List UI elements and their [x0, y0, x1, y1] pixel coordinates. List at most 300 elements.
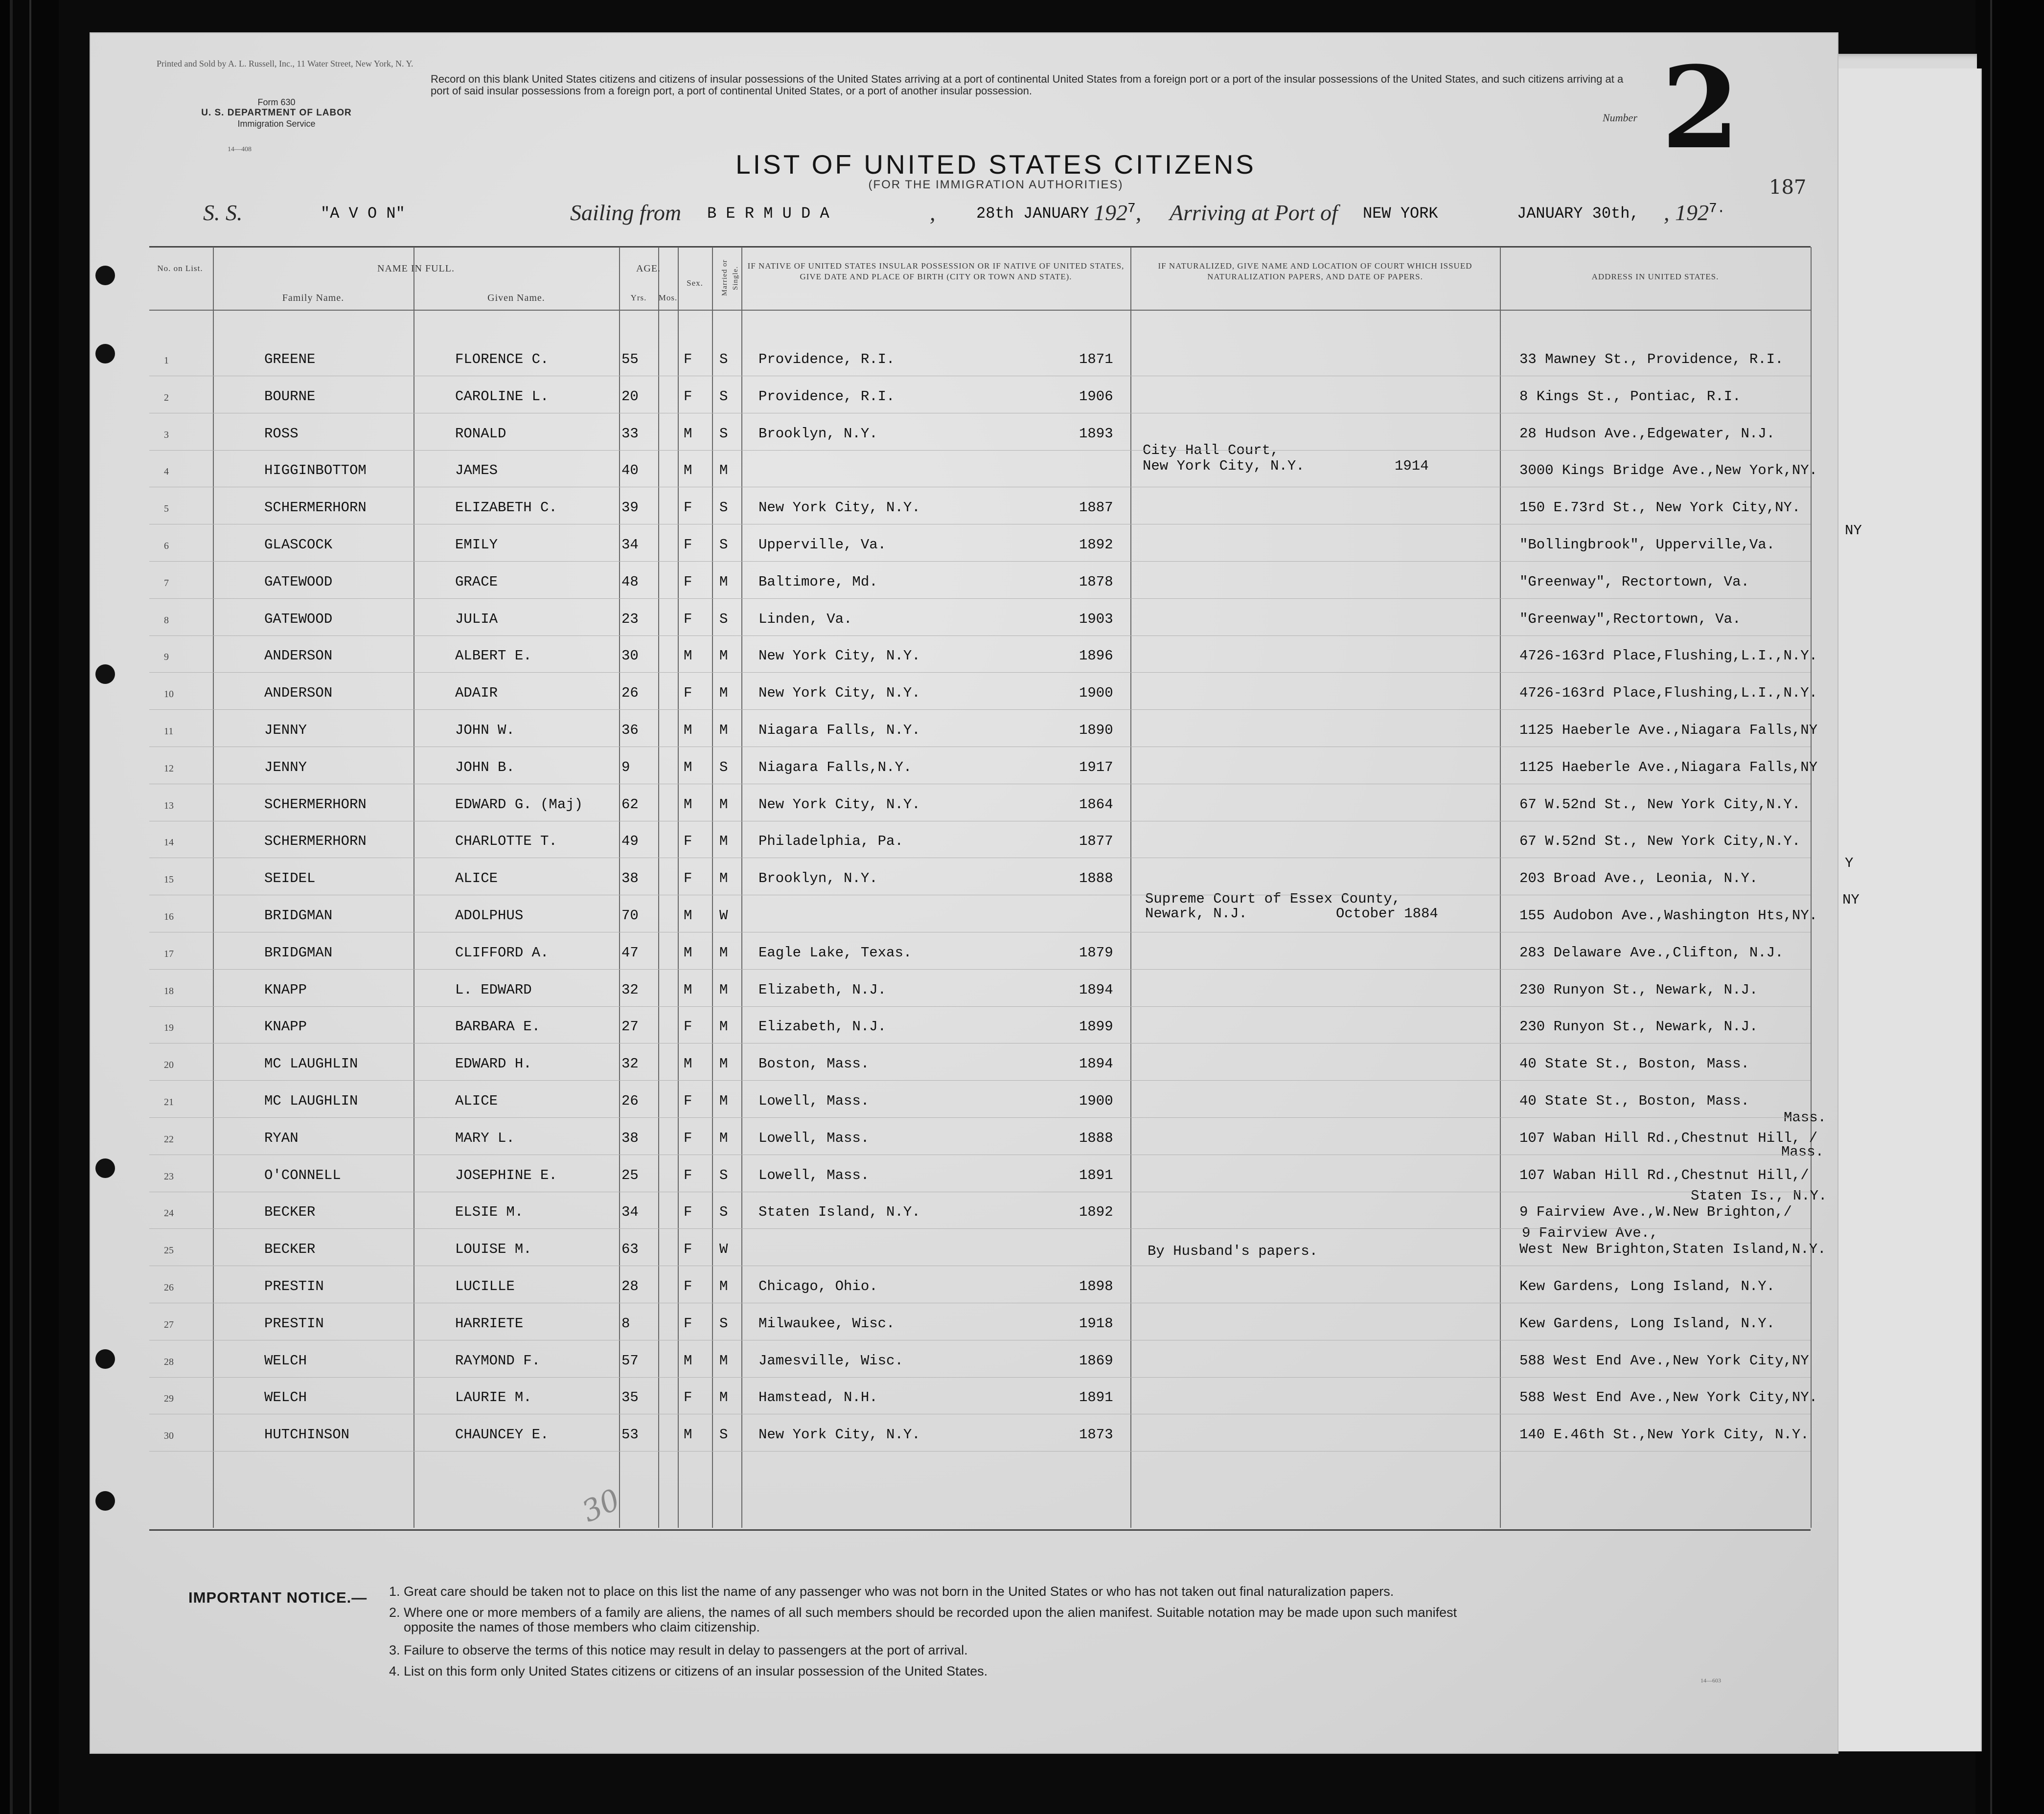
given-name: JOHN W.	[455, 722, 515, 738]
given-name: CHAUNCEY E.	[455, 1427, 549, 1443]
birth-place: New York City, N.Y.	[758, 796, 920, 813]
sex: F	[684, 537, 692, 553]
sex: F	[684, 573, 692, 590]
birth-place: Lowell, Mass.	[758, 1130, 870, 1146]
birth-year: 1879	[1079, 944, 1113, 961]
age: 23	[621, 611, 639, 627]
arriving-label: Arriving at Port of	[1170, 200, 1338, 225]
given-name: GRACE	[455, 573, 498, 590]
notice-item-2-cont: opposite the names of those members who claim citizenship.	[404, 1620, 760, 1634]
margin-note: NY	[1842, 892, 1860, 908]
birth-place: Providence, R.I.	[758, 351, 895, 367]
given-name: ALBERT E.	[455, 648, 532, 664]
birth-place: Hamstead, N.H.	[758, 1389, 878, 1406]
naturalization-date: October 1884	[1336, 906, 1438, 922]
given-name: LUCILLE	[455, 1278, 515, 1294]
port-from: B E R M U D A	[707, 204, 829, 223]
row-number: 16	[164, 911, 174, 922]
family-name: SCHERMERHORN	[264, 796, 367, 813]
row-number: 1	[164, 355, 169, 366]
birth-place: Elizabeth, N.J.	[758, 981, 887, 998]
col-birth: IF NATIVE OF UNITED STATES INSULAR POSSESSION OR IF NATIVE OF UNITED STATES, GIVE DATE AND PLACE OF BIRTH (CITY OR TOWN AND STATE).	[747, 261, 1125, 281]
row-number: 28	[164, 1356, 174, 1367]
marital-status: M	[719, 722, 728, 738]
age: 9	[621, 759, 630, 775]
naturalization-note: By Husband's papers.	[1148, 1243, 1318, 1259]
notice-item-2: 2. Where one or more members of a family are aliens, the names of all such members should be recorded upon the alien manifest. Suitable notation may be made upon such manifest	[389, 1605, 1457, 1620]
pencil-mark: 30	[576, 1482, 625, 1529]
form-code: 14—408	[228, 146, 252, 153]
family-name: WELCH	[264, 1352, 307, 1369]
sex: F	[684, 1093, 692, 1109]
sex: F	[684, 1204, 692, 1221]
age: 57	[621, 1352, 639, 1369]
row-rule	[149, 1117, 1811, 1118]
row-rule	[149, 1080, 1811, 1081]
family-name: HUTCHINSON	[264, 1427, 350, 1443]
given-name: L. EDWARD	[455, 981, 532, 998]
address: 67 W.52nd St., New York City,N.Y.	[1519, 833, 1801, 850]
given-name: FLORENCE C.	[455, 351, 549, 367]
birth-year: 1894	[1079, 1056, 1113, 1072]
punch-hole	[95, 1349, 115, 1369]
marital-status: M	[719, 648, 728, 664]
marital-status: M	[719, 944, 728, 961]
page-subtitle: (FOR THE IMMIGRATION AUTHORITIES)	[868, 178, 1124, 191]
family-name: O'CONNELL	[264, 1167, 341, 1183]
age: 38	[621, 1130, 639, 1146]
row-rule	[149, 969, 1811, 970]
address: 107 Waban Hill Rd.,Chestnut Hill,/	[1519, 1167, 1809, 1183]
address: 588 West End Ave.,New York City,NY.	[1519, 1389, 1818, 1406]
row-number: 10	[164, 689, 174, 700]
given-name: ADOLPHUS	[455, 907, 524, 924]
marital-status: S	[719, 351, 728, 367]
sex: F	[684, 1278, 692, 1294]
family-name: GATEWOOD	[264, 611, 333, 627]
birth-year: 1917	[1079, 759, 1113, 775]
departure-date: 28th JANUARY	[976, 204, 1089, 223]
sex: M	[684, 648, 692, 664]
col-yrs: Yrs.	[630, 293, 647, 302]
row-number: 29	[164, 1393, 174, 1405]
naturalization-year: 1914	[1395, 458, 1429, 474]
marital-status: M	[719, 981, 728, 998]
family-name: ANDERSON	[264, 685, 333, 702]
naturalization-note: New York City, N.Y.	[1143, 458, 1305, 474]
col-family-name: Family Name.	[282, 293, 344, 303]
year-prefix-2: , $192^{7.}$	[1664, 200, 1725, 225]
address: 40 State St., Boston, Mass.	[1519, 1056, 1749, 1072]
row-number: 12	[164, 763, 174, 774]
header-divider	[149, 310, 1811, 311]
row-number: 2	[164, 392, 169, 403]
film-edge-right	[1975, 0, 2044, 1814]
row-number: 9	[164, 652, 169, 663]
col-name-in-full: NAME IN FULL.	[377, 263, 455, 274]
marital-status: M	[719, 870, 728, 887]
sex: F	[684, 1315, 692, 1332]
marital-status: S	[719, 611, 728, 627]
row-rule	[149, 450, 1811, 451]
address: Kew Gardens, Long Island, N.Y.	[1519, 1315, 1775, 1332]
birth-year: 1899	[1079, 1019, 1113, 1035]
sex: M	[684, 944, 692, 961]
birth-place: Brooklyn, N.Y.	[758, 870, 878, 887]
family-name: SEIDEL	[264, 870, 316, 887]
birth-year: 1878	[1079, 573, 1113, 590]
form-block	[184, 97, 369, 129]
family-name: JENNY	[264, 722, 307, 738]
row-number: 11	[164, 726, 174, 737]
birth-place: Providence, R.I.	[758, 388, 895, 405]
notice-item-1: 1. Great care should be taken not to place on this list the name of any passenger who was not born in the United States or who has not taken out final naturalization papers.	[389, 1584, 1394, 1599]
birth-year: 1900	[1079, 1093, 1113, 1109]
birth-place: Eagle Lake, Texas.	[758, 944, 912, 961]
given-name: CAROLINE L.	[455, 388, 549, 405]
given-name: RAYMOND F.	[455, 1352, 541, 1369]
row-number: 23	[164, 1171, 174, 1182]
birth-place: Staten Island, N.Y.	[758, 1204, 920, 1221]
address: 230 Runyon St., Newark, N.J.	[1519, 981, 1758, 998]
sex: F	[684, 351, 692, 367]
col-mos: Mos.	[658, 293, 678, 302]
birth-place: Upperville, Va.	[758, 537, 887, 553]
row-number: 3	[164, 429, 169, 440]
row-number: 25	[164, 1245, 174, 1256]
row-number: 22	[164, 1134, 174, 1145]
marital-status: S	[719, 1315, 728, 1332]
family-name: ROSS	[264, 425, 299, 442]
row-number: 17	[164, 948, 174, 959]
address: 28 Hudson Ave.,Edgewater, N.J.	[1519, 425, 1775, 442]
row-number: 4	[164, 466, 169, 477]
age: 8	[621, 1315, 630, 1332]
family-name: BRIDGMAN	[264, 944, 333, 961]
record-note: Record on this blank United States citizens and citizens of insular possessions of the United States arriving at a port of continental United States from a foreign port or a port of the insular possessions of the United States, and such citizens arriving at a port of said insular possessions from a foreign port, a port of continental United States, or a port of another insular possession.	[431, 73, 1624, 97]
sex: F	[684, 1019, 692, 1035]
marital-status: W	[719, 1241, 728, 1258]
row-rule	[149, 598, 1811, 599]
age: 20	[621, 388, 639, 405]
birth-year: 1888	[1079, 1130, 1113, 1146]
arrival-date: JANUARY 30th,	[1517, 204, 1639, 223]
address: "Bollingbrook", Upperville,Va.	[1519, 537, 1775, 553]
marital-status: S	[719, 759, 728, 775]
given-name: HARRIETE	[455, 1315, 524, 1332]
birth-place: Niagara Falls,N.Y.	[758, 759, 912, 775]
marital-status: M	[719, 1056, 728, 1072]
birth-place: Philadelphia, Pa.	[758, 833, 903, 850]
margin-note: Y	[1845, 855, 1854, 871]
sex: F	[684, 870, 692, 887]
marital-status: S	[719, 499, 728, 516]
row-rule	[149, 635, 1811, 636]
punch-hole	[95, 664, 115, 684]
list-number: 2	[1661, 42, 1740, 174]
given-name: EMILY	[455, 537, 498, 553]
given-name: JOHN B.	[455, 759, 515, 775]
row-number: 27	[164, 1319, 174, 1330]
marital-status: M	[719, 1352, 728, 1369]
department: U. S. DEPARTMENT OF LABOR	[201, 108, 352, 118]
age: 36	[621, 722, 639, 738]
address: 107 Waban Hill Rd.,Chestnut Hill, /	[1519, 1130, 1818, 1146]
age: 34	[621, 1204, 639, 1221]
age: 39	[621, 499, 639, 516]
marital-status: S	[719, 425, 728, 442]
naturalization-note: Newark, N.J.	[1145, 906, 1247, 922]
punch-hole	[95, 266, 115, 285]
age: 26	[621, 1093, 639, 1109]
birth-year: 1873	[1079, 1427, 1113, 1443]
address: 140 E.46th St.,New York City, N.Y.	[1519, 1427, 1809, 1443]
age: 47	[621, 944, 639, 961]
marital-status: W	[719, 907, 728, 924]
col-naturalized: IF NATURALIZED, GIVE NAME AND LOCATION OF COURT WHICH ISSUED NATURALIZATION PAPERS, AND DATE OF PAPERS.	[1158, 261, 1472, 281]
address: 9 Fairview Ave.,W.New Brighton,/	[1519, 1204, 1792, 1221]
family-name: KNAPP	[264, 981, 307, 998]
sex: F	[684, 388, 692, 405]
row-number: 30	[164, 1430, 174, 1442]
given-name: BARBARA E.	[455, 1019, 541, 1035]
family-name: BRIDGMAN	[264, 907, 333, 924]
age: 62	[621, 796, 639, 813]
age: 30	[621, 648, 639, 664]
age: 49	[621, 833, 639, 850]
given-name: EDWARD H.	[455, 1056, 532, 1072]
birth-year: 1869	[1079, 1352, 1113, 1369]
given-name: ELIZABETH C.	[455, 499, 557, 516]
birth-year: 1898	[1079, 1278, 1113, 1294]
given-name: CLIFFORD A.	[455, 944, 549, 961]
punch-hole	[95, 1491, 115, 1511]
address: 155 Audobon Ave.,Washington Hts,NY.	[1519, 907, 1818, 924]
row-rule	[149, 709, 1811, 710]
row-rule	[149, 1377, 1811, 1378]
family-name: JENNY	[264, 759, 307, 775]
row-number: 24	[164, 1208, 174, 1219]
address-continuation: 9 Fairview Ave.,	[1522, 1225, 1658, 1241]
sex: M	[684, 722, 692, 738]
family-name: HIGGINBOTTOM	[264, 462, 367, 479]
birth-year: 1891	[1079, 1167, 1113, 1183]
sex: M	[684, 796, 692, 813]
address-continuation: Staten Is., N.Y.	[1691, 1188, 1827, 1204]
naturalization-note: Supreme Court of Essex County,	[1145, 891, 1401, 907]
marital-status: M	[719, 1019, 728, 1035]
age: 33	[621, 425, 639, 442]
row-number: 21	[164, 1097, 174, 1108]
ss-label: S. S.	[203, 200, 243, 225]
age: 55	[621, 351, 639, 367]
page-title: LIST OF UNITED STATES CITIZENS	[735, 149, 1256, 180]
notice-item-3: 3. Failure to observe the terms of this notice may result in delay to passengers at the port of arrival.	[389, 1643, 968, 1657]
sex: M	[684, 1427, 692, 1443]
family-name: PRESTIN	[264, 1278, 324, 1294]
birth-place: New York City, N.Y.	[758, 685, 920, 702]
address-continuation: Mass.	[1781, 1144, 1824, 1160]
family-name: BECKER	[264, 1204, 316, 1221]
row-rule	[149, 672, 1811, 673]
address: 150 E.73rd St., New York City,NY.	[1519, 499, 1801, 516]
address: West New Brighton,Staten Island,N.Y.	[1519, 1241, 1826, 1258]
birth-year: 1900	[1079, 685, 1113, 702]
age: 25	[621, 1167, 639, 1183]
sailing-label: Sailing from	[570, 200, 682, 225]
sex: F	[684, 685, 692, 702]
birth-place: Niagara Falls, N.Y.	[758, 722, 920, 738]
col-sex: Sex.	[687, 278, 703, 288]
marital-status: M	[719, 462, 728, 479]
birth-year: 1877	[1079, 833, 1113, 850]
age: 63	[621, 1241, 639, 1258]
birth-place: New York City, N.Y.	[758, 499, 920, 516]
family-name: ANDERSON	[264, 648, 333, 664]
row-number: 20	[164, 1060, 174, 1071]
address: 33 Mawney St., Providence, R.I.	[1519, 351, 1784, 367]
sex: M	[684, 1352, 692, 1369]
address: 8 Kings St., Pontiac, R.I.	[1519, 388, 1741, 405]
col-given-name: Given Name.	[487, 293, 545, 303]
birth-place: Baltimore, Md.	[758, 573, 878, 590]
sex: F	[684, 611, 692, 627]
marital-status: M	[719, 1389, 728, 1406]
age: 26	[621, 685, 639, 702]
birth-place: Chicago, Ohio.	[758, 1278, 878, 1294]
row-number: 18	[164, 985, 174, 997]
address: 1125 Haeberle Ave.,Niagara Falls,NY	[1519, 722, 1818, 738]
birth-year: 1887	[1079, 499, 1113, 516]
sex: M	[684, 759, 692, 775]
given-name: ALICE	[455, 870, 498, 887]
row-number: 14	[164, 837, 174, 848]
marital-status: S	[719, 388, 728, 405]
given-name: ELSIE M.	[455, 1204, 524, 1221]
marital-status: S	[719, 537, 728, 553]
birth-year: 1893	[1079, 425, 1113, 442]
given-name: RONALD	[455, 425, 506, 442]
address: "Greenway",Rectortown, Va.	[1519, 611, 1741, 627]
row-number: 8	[164, 614, 169, 626]
given-name: LOUISE M.	[455, 1241, 532, 1258]
address: 1125 Haeberle Ave.,Niagara Falls,NY	[1519, 759, 1818, 775]
address: 588 West End Ave.,New York City,NY	[1519, 1352, 1809, 1369]
sex: F	[684, 1389, 692, 1406]
age: 27	[621, 1019, 639, 1035]
birth-place: Brooklyn, N.Y.	[758, 425, 878, 442]
address: 4726-163rd Place,Flushing,L.I.,N.Y.	[1519, 648, 1818, 664]
family-name: BOURNE	[264, 388, 316, 405]
row-number: 6	[164, 541, 169, 551]
given-name: MARY L.	[455, 1130, 515, 1146]
birth-year: 1896	[1079, 648, 1113, 664]
family-name: PRESTIN	[264, 1315, 324, 1332]
address: 230 Runyon St., Newark, N.J.	[1519, 1019, 1758, 1035]
family-name: MC LAUGHLIN	[264, 1056, 358, 1072]
family-name: GREENE	[264, 351, 316, 367]
birth-year: 1892	[1079, 537, 1113, 553]
sex: F	[684, 1241, 692, 1258]
family-name: SCHERMERHORN	[264, 499, 367, 516]
row-number: 5	[164, 503, 169, 515]
birth-year: 1918	[1079, 1315, 1113, 1332]
col-address: ADDRESS IN UNITED STATES.	[1591, 272, 1719, 281]
birth-place: Lowell, Mass.	[758, 1167, 870, 1183]
marital-status: M	[719, 833, 728, 850]
form-number: Form 630	[257, 97, 296, 107]
birth-place: Elizabeth, N.J.	[758, 1019, 887, 1035]
age: 35	[621, 1389, 639, 1406]
birth-place: Jamesville, Wisc.	[758, 1352, 903, 1369]
row-rule	[149, 1006, 1811, 1007]
address: 283 Delaware Ave.,Clifton, N.J.	[1519, 944, 1784, 961]
stamp-number: 187	[1769, 176, 1807, 199]
birth-year: 1890	[1079, 722, 1113, 738]
marital-status: M	[719, 796, 728, 813]
sex: F	[684, 833, 692, 850]
given-name: ALICE	[455, 1093, 498, 1109]
sex: F	[684, 1167, 692, 1183]
age: 48	[621, 573, 639, 590]
family-name: GLASCOCK	[264, 537, 333, 553]
address: 3000 Kings Bridge Ave.,New York,NY.	[1519, 462, 1818, 479]
birth-year: 1894	[1079, 981, 1113, 998]
family-name: KNAPP	[264, 1019, 307, 1035]
birth-year: 1864	[1079, 796, 1113, 813]
margin-note: NY	[1845, 522, 1862, 539]
birth-place: Lowell, Mass.	[758, 1093, 870, 1109]
sex: M	[684, 425, 692, 442]
given-name: ADAIR	[455, 685, 498, 702]
age: 70	[621, 907, 639, 924]
address: 67 W.52nd St., New York City,N.Y.	[1519, 796, 1801, 813]
age: 28	[621, 1278, 639, 1294]
birth-year: 1871	[1079, 351, 1113, 367]
given-name: JOSEPHINE E.	[455, 1167, 557, 1183]
marital-status: M	[719, 1130, 728, 1146]
ship-name: "A V O N"	[321, 204, 405, 223]
marital-status: S	[719, 1204, 728, 1221]
marital-status: M	[719, 1278, 728, 1294]
footer-code: 14—603	[1700, 1677, 1721, 1684]
address: 4726-163rd Place,Flushing,L.I.,N.Y.	[1519, 685, 1818, 702]
back-sheet-fold	[1833, 68, 1982, 1751]
birth-place: Milwaukee, Wisc.	[758, 1315, 895, 1332]
row-number: 26	[164, 1282, 174, 1293]
sex: F	[684, 1130, 692, 1146]
sex: M	[684, 907, 692, 924]
age: 53	[621, 1427, 639, 1443]
marital-status: S	[719, 1427, 728, 1443]
birth-year: 1892	[1079, 1204, 1113, 1221]
col-age: AGE.	[636, 263, 661, 274]
age: 32	[621, 981, 639, 998]
family-name: BECKER	[264, 1241, 316, 1258]
birth-year: 1888	[1079, 870, 1113, 887]
row-number: 7	[164, 577, 169, 589]
sex: M	[684, 462, 692, 479]
address-continuation: Mass.	[1784, 1110, 1827, 1126]
birth-place: Boston, Mass.	[758, 1056, 870, 1072]
document-page: Printed and Sold by A. L. Russell, Inc., 11 Water Street, New York, N. Y. Form 630 U. S. DEPARTMENT OF LABOR Immigration Service 14—408 Record on this blank United States citizens and citizens of insular possessions of the United States arriving at a port of continental United States from a foreign port or a port of the insular possessions of the United States, and such citizens arriving at a port of said insular possessions from a foreign port, a port of continental United States, or a port of another insular possession. Number 2 187 LIST OF UNITED STATES CITIZENS (FOR THE IMMIGRATION AUTHORITIES) S. S. "A V O N" Sailing from B E R M U D A , 28th JANUARY $192^7$, Arriving at Port of NEW YORK JANUARY 30th, , $192^{7.}$ No. on List. NAME IN FULL. Family Name. Given Name. AGE. Yrs. Mos. Sex. Married or Single. IF NATIVE OF UNITED STATES INSULAR POSSESSION OR IF NATIVE OF UNITED STATES, GIVE DATE AND PLACE OF BIRTH (CITY OR TOWN AND STATE). IF NATURALIZED, GIVE NAME AND LOCATION OF COURT WHICH ISSUED NATURALIZATION PAPERS, AND DATE OF PAPERS. ADDRESS IN UNITED STATES. 1 GREENE FLORENCE C. 55 F S Providence, R.I. 1871 33 Mawney St., Providence, R.I. 2 BOURNE CAROLINE L. 20 F S Providence, R.I. 1906 8 Kings St., Pontiac, R.I. 3 ROSS RONALD 33 M S Brooklyn, N.Y. 1893 28 Hudson Ave.,Edgewater, N.J. 4 HIGGINBOTTOM JAMES 40 M M 3000 Kings Bridge Ave.,New York,NY. 5 SCHERMERHORN ELIZABETH C. 39 F S New York City, N.Y. 1887 150 E.73rd St., New York City,NY. 6 GLASCOCK EMILY 34 F S Upperville, Va. 1892 "Bollingbrook", Upperville,Va. 7 GATEWOOD GRACE 48 F M Baltimore, Md. 1878 "Greenway", Rectortown, Va. 8 GATEWOOD JULIA 23 F S Linden, Va. 1903 "Greenway",Rectortown, Va. 9 ANDERSON ALBERT E. 30 M M New York City, N.Y. 1896 4726-163rd Place,Flushing,L.I.,N.Y. 10 ANDERSON ADAIR 26 F M New York City, N.Y. 1900 4726-163rd Place,Flushing,L.I.,N.Y. 11 JENNY JOHN W. 36 M M Niagara Falls, N.Y. 1890 1125 Haeberle Ave.,Niagara Falls,NY 12 JENNY JOHN B. 9 M S Niagara Falls,N.Y. 1917 1125 Haeberle Ave.,Niagara Falls,NY 13 SCHERMERHORN EDWARD G. (Maj) 62 M M New York City, N.Y. 1864 67 W.52nd St., New York City,N.Y. 14 SCHERMERHORN CHARLOTTE T. 49 F M Philadelphia, Pa. 1877 67 W.52nd St., New York City,N.Y. 15 SEIDEL ALICE 38 F M Brooklyn, N.Y. 1888 203 Broad Ave., Leonia, N.Y. 16 BRIDGMAN ADOLPHUS 70 M W 155 Audobon Ave.,Washington Hts,NY. 17 BRIDGMAN CLIFFORD A. 47 M M Eagle Lake, Texas. 1879 283 Delaware Ave.,Clifton, N.J. 18 KNAPP L. EDWARD 32 M M Elizabeth, N.J. 1894 230 Runyon St., Newark, N.J. 19 KNAPP BARBARA E. 27 F M Elizabeth, N.J. 1899 230 Runyon St., Newark, N.J. 20 MC LAUGHLIN EDWARD H. 32 M M Boston, Mass. 1894 40 State St., Boston, Mass. 21 MC LAUGHLIN ALICE 26 F M Lowell, Mass. 1900 40 State St., Boston, Mass. 22 RYAN MARY L. 38 F M Lowell, Mass. 1888 107 Waban Hill Rd.,Chestnut Hill, / 23 O'CONNELL JOSEPHINE E. 25 F S Lowell, Mass. 1891 107 Waban Hill Rd.,Chestnut Hill,/ 24 BECKER ELSIE M. 34 F S Staten Island, N.Y. 1892 9 Fairview Ave.,W.New Brighton,/ 25 BECKER LOUISE M. 63 F W West New Brighton,Staten Island,N.Y. 26 PRESTIN LUCILLE 28 F M Chicago, Ohio. 1898 Kew Gardens, Long Island, N.Y. 27 PRESTIN HARRIETE 8 F S Milwaukee, Wisc. 1918 Kew Gardens, Long Island, N.Y. 28 WELCH RAYMOND F. 57 M M Jamesville, Wisc. 1869 588 West End Ave.,New York City,NY 29 WELCH LAURIE M. 35 F M Hamstead, N.H. 1891 588 West End Ave.,New York City,NY. 30 HUTCHINSON CHAUNCEY E. 53 M S New York City, N.Y. 1873 140 E.46th St.,New York City, N.Y. City Hall Court, New York City, N.Y. 1914 Supreme Court of Essex County, Newark, N.J. October 1884 By Husband's papers. Mass. Mass. Staten Is., N.Y. 9 Fairview Ave., NY Y NY 30 IMPORTANT NOTICE.— 1. Great care should be taken not to place on this list the name of any passenger who was not born in the United States or who has not taken out final naturalization papers. 2. Where one or more members of a family are aliens, the names of all such members should be recorded upon the alien manifest. Suitable notation may be made upon such manifest opposite the names of those members who claim citizenship. 3. Failure to observe the terms of this notice may result in delay to passengers at the port of arrival. 4. List on this form only United States citizens or citizens of an insular possession of the United States. 14—603	[91, 33, 1837, 1753]
row-number: 15	[164, 874, 174, 885]
given-name: LAURIE M.	[455, 1389, 532, 1406]
row-rule	[149, 561, 1811, 562]
col-married: Married or Single.	[721, 259, 739, 296]
given-name: EDWARD G. (Maj)	[455, 796, 583, 813]
punch-hole	[95, 344, 115, 363]
